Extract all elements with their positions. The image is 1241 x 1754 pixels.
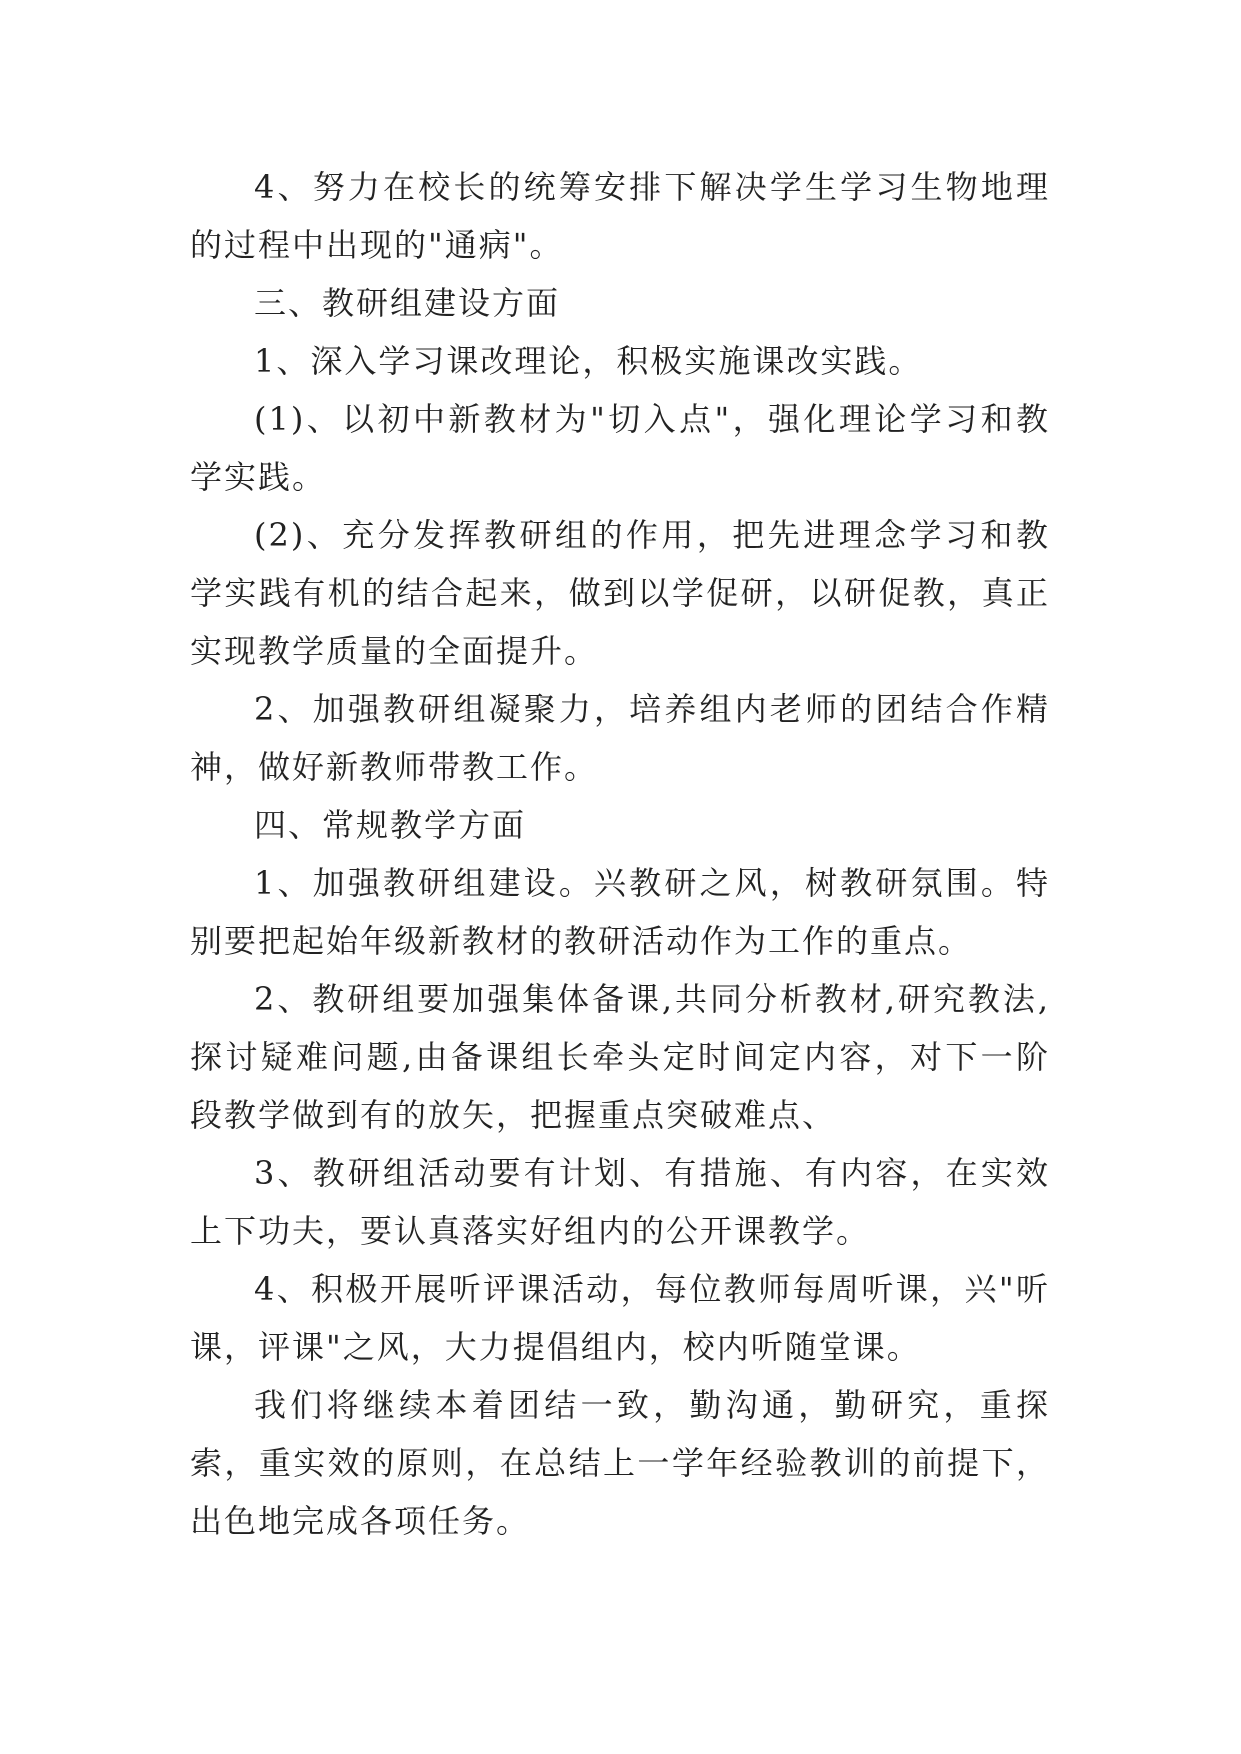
section-heading-routine-teaching: 四、常规教学方面 bbox=[254, 806, 527, 844]
paragraph-conclusion: 我们将继续本着团结一致，勤沟通，勤研究，重探索，重实效的原则，在总结上一学年经验教训的前提下，出色地完成各项任务。 bbox=[190, 1386, 1050, 1540]
paragraph-group-activity-plan: 3、教研组活动要有计划、有措施、有内容，在实效上下功夫，要认真落实好组内的公开课教学。 bbox=[190, 1154, 1050, 1250]
paragraph-collective-lesson-prep: 2、教研组要加强集体备课,共同分析教材,研究教法,探讨疑难问题,由备课组长牵头定时间定内容，对下一阶段教学做到有的放矢，把握重点突破难点、 bbox=[190, 980, 1050, 1134]
paragraph-curriculum-reform-theory: 1、深入学习课改理论，积极实施课改实践。 bbox=[254, 342, 923, 380]
paragraph-new-textbook-entry-point: (1)、以初中新教材为"切入点"，强化理论学习和教学实践。 bbox=[190, 400, 1050, 496]
paragraph-solve-common-problems: 4、努力在校长的统筹安排下解决学生学习生物地理的过程中出现的"通病"。 bbox=[190, 168, 1050, 264]
paragraph-group-role: (2)、充分发挥教研组的作用，把先进理念学习和教学实践有机的结合起来，做到以学促研，以研促教，真正实现教学质量的全面提升。 bbox=[190, 516, 1050, 670]
document-body bbox=[190, 158, 1050, 1550]
paragraph-group-cohesion: 2、加强教研组凝聚力，培养组内老师的团结合作精神，做好新教师带教工作。 bbox=[190, 690, 1050, 786]
paragraph-group-construction: 1、加强教研组建设。兴教研之风，树教研氛围。特别要把起始年级新教材的教研活动作为工作的重点。 bbox=[190, 864, 1050, 960]
section-heading-teaching-research-group: 三、教研组建设方面 bbox=[254, 284, 561, 322]
paragraph-lesson-observation: 4、积极开展听评课活动，每位教师每周听课，兴"听课，评课"之风，大力提倡组内，校内听随堂课。 bbox=[190, 1270, 1050, 1366]
